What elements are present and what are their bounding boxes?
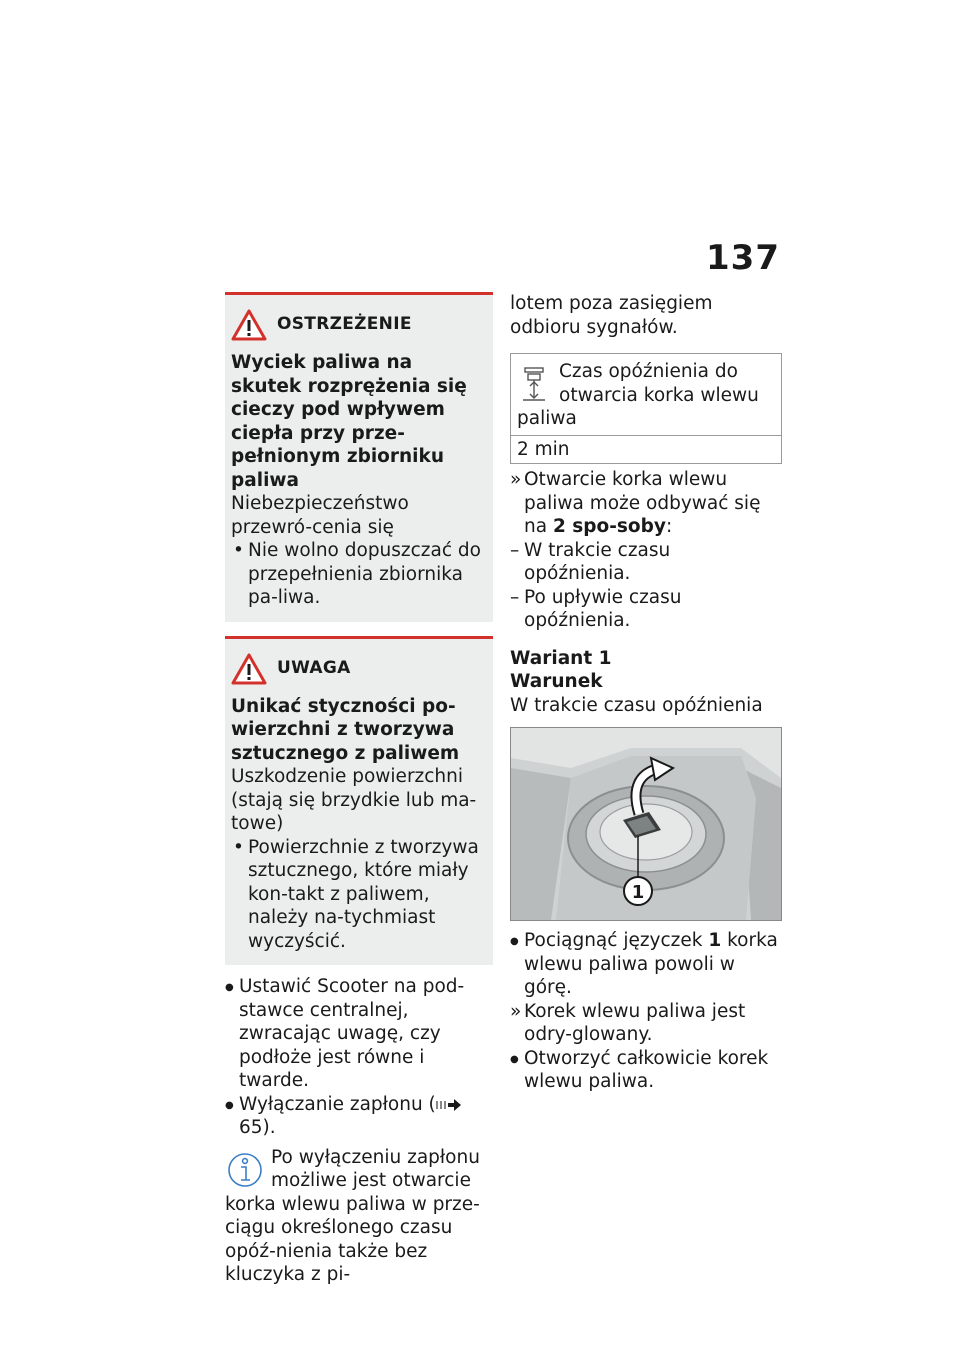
- warning-title: OSTRZEŻENIE: [277, 314, 412, 335]
- step-pull-tab-text: Pociągnąć języczek: [524, 930, 709, 951]
- step-pull-tab-rest: korka wlewu paliwa powoli w górę.: [524, 930, 778, 998]
- condition-title: Warunek: [510, 671, 603, 692]
- delay-table-value: 2 min: [511, 435, 781, 464]
- warning-header: [231, 309, 487, 341]
- variant-title: Wariant 1: [510, 647, 612, 669]
- warning-bullet: • Nie wolno dopuszczać do przepełnienia zbiornika pa-liwa.: [231, 539, 487, 610]
- step-pull-tab-ref: 1: [708, 930, 722, 951]
- result-two-ways-colon: :: [665, 516, 673, 537]
- step-open-cap: ● Otworzyć całkowicie korek wlewu paliwa.: [510, 1047, 782, 1094]
- caution-box: [225, 636, 493, 966]
- result-unlocked: » Korek wlewu paliwa jest odry-glowany.: [510, 1000, 782, 1047]
- step-ignition-off: [225, 1093, 493, 1140]
- warning-heading: Wyciek paliwa na skutek rozprężenia się cieczy pod wpływem ciepła przy prze-pełnionym zbiorniku paliwa: [231, 352, 467, 491]
- fuel-cap-drawing: [511, 728, 781, 920]
- delay-table: [510, 353, 782, 464]
- step-ignition-label: Wyłączanie zapłonu (: [239, 1093, 436, 1115]
- fuel-cap-illustration: [510, 727, 782, 921]
- way-after-delay: – Po upływie czasu opóźnienia.: [510, 586, 782, 633]
- caution-text: Uszkodzenie powierzchni (stają się brzydkie lub ma-towe): [231, 766, 477, 834]
- delay-table-label: Czas opóźnienia do otwarcia korka wlewu paliwa: [517, 361, 759, 429]
- result-two-ways: [510, 468, 782, 539]
- right-column: [510, 292, 782, 1094]
- ignition-page-ref[interactable]: 65).: [239, 1117, 276, 1138]
- step-pull-tab: [510, 929, 782, 1000]
- info-icon: [227, 1150, 263, 1190]
- warning-box: [225, 292, 493, 622]
- delay-table-header: [511, 354, 781, 435]
- way-during-delay: – W trakcie czasu opóźnienia.: [510, 539, 782, 586]
- caution-title: UWAGA: [277, 657, 351, 678]
- info-note: [225, 1146, 493, 1287]
- warning-text: Niebezpieczeństwo przewró-cenia się: [231, 493, 409, 538]
- caution-header: [231, 653, 487, 685]
- step-center-stand: ● Ustawić Scooter na pod-stawce centralnej, zwracając uwagę, czy podłoże jest równe i twarde.: [225, 975, 493, 1093]
- left-column: [225, 292, 493, 1287]
- info-text: Po wyłączeniu zapłonu możliwe jest otwarcie korka wlewu paliwa w prze-ciągu określonego czasu opóź-nienia także bez kluczyka z pi-: [225, 1146, 480, 1285]
- result-two-ways-bold: 2 spo-soby: [552, 516, 666, 537]
- caution-bullet: • Powierzchnie z tworzywa sztucznego, które miały kon-takt z paliwem, należy na-tychmiast wyczyścić.: [231, 836, 487, 954]
- result-two-ways-text: Otwarcie korka wlewu paliwa może odbywać się na: [524, 469, 761, 537]
- info-text-continued: lotem poza zasięgiem odbioru sygnałów.: [510, 293, 713, 338]
- warning-triangle-icon: [231, 309, 267, 341]
- timer-spec-icon: [517, 364, 551, 404]
- page-number: 137: [706, 238, 780, 278]
- page-ref-arrow-icon: [436, 1098, 462, 1112]
- condition-text: W trakcie czasu opóźnienia: [510, 694, 763, 716]
- callout-1-label: 1: [631, 882, 645, 903]
- caution-heading: Unikać styczności po-wierzchni z tworzywa sztucznego z paliwem: [231, 695, 460, 764]
- caution-triangle-icon: [231, 653, 267, 685]
